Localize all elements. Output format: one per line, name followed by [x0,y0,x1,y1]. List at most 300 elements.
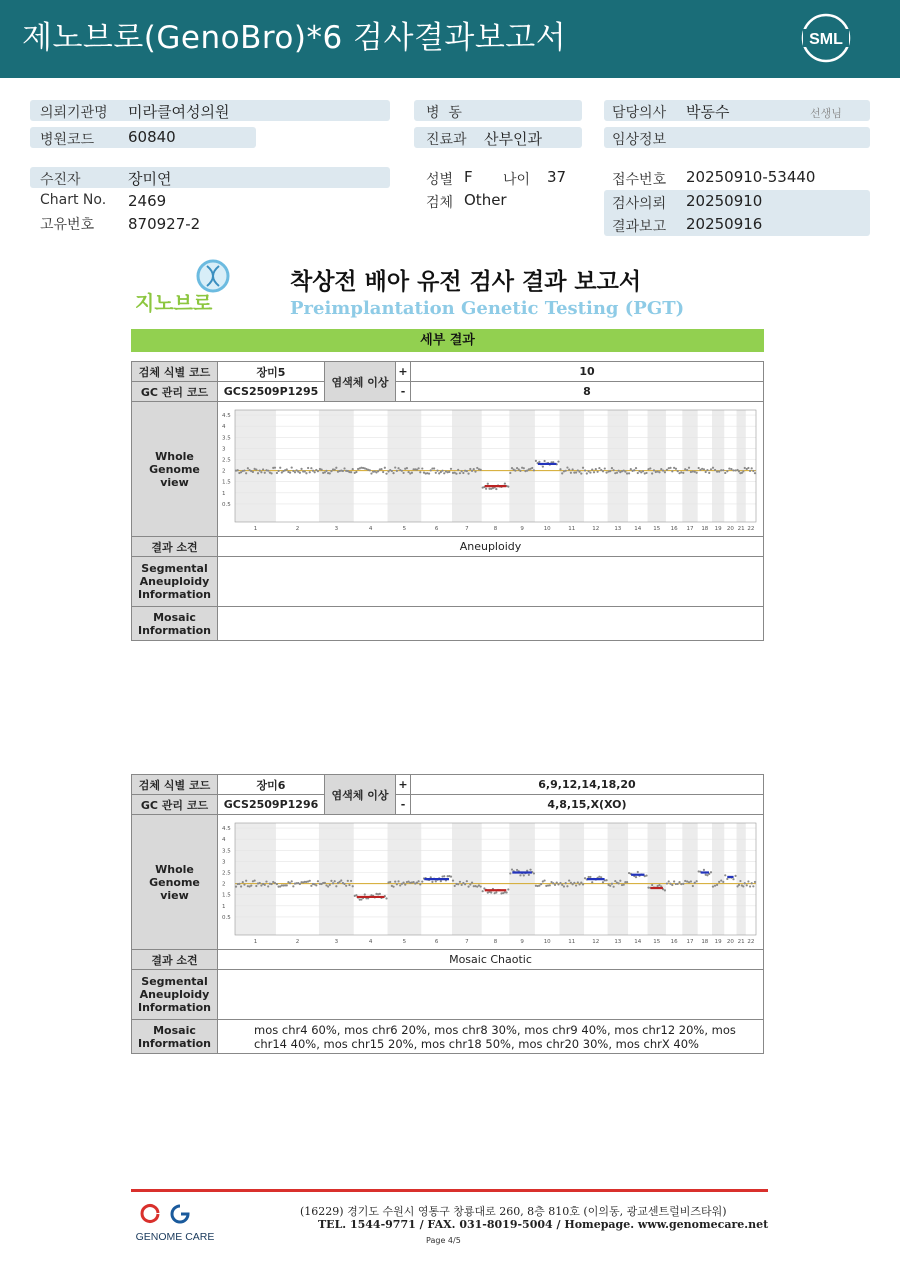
data-point [350,879,352,881]
data-point [598,466,600,468]
data-point [255,468,257,470]
data-point [649,467,651,469]
dept-label: 진료과 [426,132,467,148]
data-point [265,880,267,882]
data-point [471,469,473,471]
gc-code-label: GC 관리 코드 [132,382,218,402]
data-point [688,881,690,883]
data-point [294,471,296,473]
data-point [531,466,533,468]
request-label: 검사의뢰 [612,196,667,212]
data-point [747,880,749,882]
data-point [345,884,347,886]
data-point [514,469,516,471]
data-point [678,881,680,883]
data-point [618,882,620,884]
data-point [726,470,728,472]
data-point [557,883,559,885]
data-point [466,470,468,472]
x-tick-label: 6 [434,525,439,532]
data-point [671,470,673,472]
data-point [394,880,396,882]
data-point [559,881,561,883]
data-point [618,469,620,471]
data-point [543,879,545,881]
sml-logo [801,13,851,63]
data-point [635,876,637,878]
x-tick-label: 10 [543,938,551,945]
y-tick-label: 2.5 [222,870,231,876]
dept-value: 산부인과 [484,130,542,148]
x-tick-label: 1 [253,938,258,945]
data-point [312,469,314,471]
data-point [324,881,326,883]
x-tick-label: 12 [592,525,600,532]
clinical-label: 임상정보 [612,132,667,148]
data-point [355,470,357,472]
data-point [482,890,484,892]
data-point [329,472,331,474]
patient-row [30,167,390,188]
data-point [385,472,387,474]
x-tick-label: 14 [634,938,642,945]
data-point [411,471,413,473]
data-point [582,883,584,885]
data-point [747,466,749,468]
data-point [457,883,459,885]
y-tick-label: 4 [222,423,226,430]
patient-value: 장미연 [128,170,172,188]
data-point [379,892,381,894]
x-tick-label: 10 [543,525,551,532]
doctor-value: 박동수 [686,103,730,121]
data-point [342,469,344,471]
data-point [645,471,647,473]
loss-value: 4,8,15,X(XO) [411,795,764,815]
result-label: 결과 소견 [132,537,218,557]
data-point [684,468,686,470]
data-point [523,874,525,876]
data-point [330,879,332,881]
segmental-value [218,970,764,1020]
data-point [746,884,748,886]
data-point [732,878,734,880]
data-point [267,469,269,471]
data-point [690,470,692,472]
data-point [686,880,688,882]
data-point [452,879,454,881]
x-tick-label: 1 [253,525,258,532]
data-point [450,875,452,877]
data-point [421,467,423,469]
x-tick-label: 19 [714,525,722,532]
data-point [570,881,572,883]
x-tick-label: 13 [614,938,622,945]
chrom-band [559,823,584,935]
data-point [469,883,471,885]
gc-code-value: GCS2509P1295 [218,382,325,402]
data-point [279,466,281,468]
wgv-cell [218,402,764,537]
data-point [549,884,551,886]
chrom-band [682,410,697,522]
x-tick-label: 21 [737,525,745,532]
data-point [658,471,660,473]
data-point [335,885,337,887]
data-point [744,882,746,884]
data-point [690,880,692,882]
x-tick-label: 11 [568,525,576,532]
data-point [637,471,639,473]
data-point [602,881,604,883]
data-point [394,466,396,468]
data-point [309,471,311,473]
data-point [237,469,239,471]
data-point [274,466,276,468]
plus-label: + [396,362,411,382]
data-point [543,459,545,461]
data-point [529,868,531,870]
hospital-code-value: 60840 [128,128,176,146]
chart-no-value: 2469 [128,192,167,210]
data-point [461,883,463,885]
data-point [572,468,574,470]
data-point [684,879,686,881]
wgv-label: Whole Genome view [132,402,218,537]
data-point [673,880,675,882]
chrom-band [452,823,482,935]
report-date-label: 결과보고 [612,219,667,235]
data-point [413,880,415,882]
data-point [259,881,261,883]
data-point [406,467,408,469]
data-point [751,467,753,469]
data-point [591,468,593,470]
data-point [623,883,625,885]
data-point [642,470,644,472]
data-point [559,468,561,470]
x-tick-label: 2 [295,525,300,532]
request-value: 20250910 [686,192,763,210]
data-point [448,470,450,472]
data-point [433,467,435,469]
data-point [242,880,244,882]
x-tick-label: 8 [493,525,498,532]
x-tick-label: 9 [520,938,524,945]
chrom-band [559,410,584,522]
data-point [396,883,398,885]
y-tick-label: 3.5 [222,434,231,441]
data-point [330,470,332,472]
svg-text:GENOME CARE: GENOME CARE [135,1231,215,1243]
x-tick-label: 17 [686,938,694,945]
x-tick-label: 15 [653,938,661,945]
report-title: 착상전 배아 유전 검사 결과 보고서 [290,269,642,295]
data-point [751,882,753,884]
sex-value: F [464,168,473,186]
data-point [245,472,247,474]
data-point [389,880,391,882]
gain-value: 10 [411,362,764,382]
data-point [595,468,597,470]
y-tick-label: 0.5 [222,501,231,508]
data-point [360,898,362,900]
data-point [584,469,586,471]
chrom-band [608,823,628,935]
data-point [254,879,256,881]
data-point [722,469,724,471]
x-tick-label: 17 [686,525,694,532]
data-point [459,472,461,474]
plot-frame [235,410,756,522]
sample-table-1 [131,361,764,641]
data-point [299,471,301,473]
age-value: 37 [547,168,567,186]
data-point [637,870,639,872]
data-point [738,470,740,472]
y-tick-label: 2 [222,881,226,888]
data-point [703,868,705,870]
data-point [377,470,379,472]
data-point [369,469,371,471]
data-point [554,883,556,885]
data-point [696,471,698,473]
data-point [577,469,579,471]
data-point [714,468,716,470]
data-point [722,880,724,882]
data-point [476,466,478,468]
data-point [589,471,591,473]
data-point [519,874,521,876]
data-point [597,470,599,472]
data-point [243,469,245,471]
data-point [730,467,732,469]
data-point [334,468,336,470]
whole-genome-chart [218,403,763,536]
y-tick-label: 2.5 [222,457,231,463]
data-point [728,467,730,469]
chrom-band [319,410,354,522]
data-point [431,880,433,882]
data-point [680,883,682,885]
data-point [542,465,544,467]
data-point [742,470,744,472]
minus-label: - [396,382,411,402]
data-point [507,485,509,487]
data-point [739,879,741,881]
data-point [694,470,696,472]
data-point [421,880,423,882]
data-point [533,469,535,471]
data-point [575,884,577,886]
chrom-band [712,823,724,935]
data-point [602,470,604,472]
data-point [538,460,540,462]
data-point [277,469,279,471]
data-point [255,884,257,886]
specimen-value: Other [464,191,507,209]
wgv-label: Whole Genome view [132,815,218,950]
data-point [682,882,684,884]
data-point [718,880,720,882]
segmental-label: Segmental Aneuploidy Information [132,557,218,607]
data-point [696,880,698,882]
data-point [509,872,511,874]
sex-label: 성별 [426,172,454,188]
minus-label: - [396,795,411,815]
data-point [718,470,720,472]
whole-genome-chart [218,816,763,949]
sample-table-2 [131,774,764,1054]
chart-no-label: Chart No. [40,192,107,208]
chrom-band [235,823,276,935]
gain-value: 6,9,12,14,18,20 [411,775,764,795]
x-tick-label: 8 [493,938,498,945]
data-point [604,467,606,469]
footer-address: (16229) 경기도 수원시 영통구 창룡대로 260, 8층 810호 (이의동, 광교센트럴비즈타워) [300,1205,727,1218]
data-point [370,472,372,474]
data-point [509,471,511,473]
mosaic-value: mos chr4 60%, mos chr6 20%, mos chr8 30%, mos chr9 40%, mos chr12 20%, mos chr14 40%, mos chr15 20%, mos chr18 50%, mos chr20 30%, mos chrX 40% [218,1020,764,1054]
data-point [572,883,574,885]
data-point [467,885,469,887]
y-tick-label: 4.5 [222,825,231,832]
doctor-suffix: 선생님 [810,107,842,120]
data-point [658,884,660,886]
data-point [262,468,264,470]
segmental-value [218,557,764,607]
data-point [568,879,570,881]
genome-care-logo [128,1200,223,1245]
data-point [461,470,463,472]
data-point [528,873,530,875]
data-point [247,467,249,469]
data-point [392,885,394,887]
data-point [738,883,740,885]
data-point [466,880,468,882]
data-point [557,460,559,462]
data-point [651,883,653,885]
data-point [566,885,568,887]
data-point [609,884,611,886]
data-point [291,466,293,468]
data-point [754,472,756,474]
data-point [671,883,673,885]
data-point [364,893,366,895]
patient-label: 수진자 [40,172,81,188]
data-point [274,881,276,883]
chrom-band [648,410,666,522]
data-point [391,469,393,471]
data-point [664,889,666,891]
data-point [653,469,655,471]
institution-label: 의뢰기관명 [40,105,108,121]
y-tick-label: 0.5 [222,914,231,921]
data-point [485,487,487,489]
data-point [589,875,591,877]
y-tick-label: 3.5 [222,847,231,854]
x-tick-label: 5 [402,938,407,945]
data-point [418,880,420,882]
data-point [633,469,635,471]
data-point [565,882,567,884]
x-tick-label: 3 [334,938,339,945]
data-point [436,469,438,471]
y-tick-label: 1.5 [222,892,231,899]
data-point [317,470,319,472]
data-point [329,883,331,885]
data-point [619,879,621,881]
data-point [305,472,307,474]
data-point [716,470,718,472]
data-point [563,885,565,887]
data-point [438,472,440,474]
x-tick-label: 21 [737,938,745,945]
data-point [387,470,389,472]
ward-label: 병 동 [426,105,462,121]
data-point [538,884,540,886]
data-point [613,885,615,887]
data-point [752,469,754,471]
data-point [582,466,584,468]
specimen-id-value: 장미5 [218,362,325,382]
data-point [565,469,567,471]
data-point [286,468,288,470]
data-point [238,882,240,884]
specimen-id-label: 검체 식별 코드 [132,775,218,795]
doctor-label: 담당의사 [612,105,667,121]
data-point [401,469,403,471]
data-point [443,472,445,474]
data-point [307,466,309,468]
data-point [732,469,734,471]
data-point [495,487,497,489]
data-point [575,471,577,473]
report-subtitle: Preimplantation Genetic Testing (PGT) [290,298,685,319]
data-point [252,470,254,472]
footer-line [131,1189,768,1192]
data-point [435,471,437,473]
y-tick-label: 1.5 [222,479,231,486]
data-point [245,879,247,881]
data-point [348,883,350,885]
data-point [516,466,518,468]
data-point [588,470,590,472]
data-point [441,469,443,471]
x-tick-label: 11 [568,938,576,945]
data-point [692,470,694,472]
data-point [407,470,409,472]
data-point [480,885,482,887]
footer-tel: TEL. 1544-9771 / FAX. 031-8019-5004 / Homepage. www.genomecare.net [318,1218,769,1231]
uid-value: 870927-2 [128,215,201,233]
data-point [706,468,708,470]
data-point [570,471,572,473]
data-point [651,472,653,474]
svg-text:SML: SML [809,31,843,48]
data-point [677,470,679,472]
data-point [710,468,712,470]
data-point [428,472,430,474]
data-point [399,884,401,886]
data-point [440,880,442,882]
data-point [310,467,312,469]
data-point [724,874,726,876]
data-point [611,467,613,469]
data-point [586,472,588,474]
data-point [257,472,259,474]
x-tick-label: 18 [701,938,709,945]
